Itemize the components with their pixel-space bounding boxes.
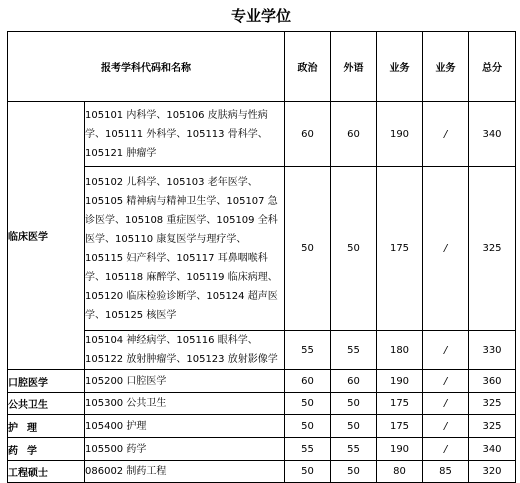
table-row (8, 370, 516, 393)
table-row (8, 393, 516, 415)
foreign-cell: 50 (331, 461, 377, 483)
foreign-cell: 55 (331, 438, 377, 461)
major2-cell: / (423, 438, 469, 461)
politics-cell: 50 (285, 415, 331, 438)
major2-cell: 85 (423, 461, 469, 483)
major1-cell: 190 (377, 438, 423, 461)
codes-cell: 105400 护理 (85, 415, 285, 438)
header-row (8, 32, 516, 102)
total-cell: 330 (469, 331, 516, 370)
codes-cell: 105102 儿科学、105103 老年医学、105105 精神病与精神卫生学、105107 急诊医学、105108 重症医学、105109 全科医学、105110 康复医学与理疗学、105115 妇产科学、105117 耳鼻咽喉科学、105118 麻醉学、105119 临床病理、105120 临床检验诊断学、105124 超声医学、105125 核医学 (85, 167, 285, 331)
table-row (8, 461, 516, 483)
subject-cell: 工程硕士 (8, 461, 85, 483)
politics-cell: 60 (285, 370, 331, 393)
total-cell: 360 (469, 370, 516, 393)
foreign-cell: 50 (331, 167, 377, 331)
foreign-cell: 55 (331, 331, 377, 370)
codes-cell: 105300 公共卫生 (85, 393, 285, 415)
total-cell: 325 (469, 167, 516, 331)
header-politics: 政治 (285, 32, 331, 102)
major1-cell: 175 (377, 415, 423, 438)
total-cell: 320 (469, 461, 516, 483)
codes-cell: 086002 制药工程 (85, 461, 285, 483)
header-major2: 业务 (423, 32, 469, 102)
subject-cell: 药学 (8, 438, 85, 461)
total-cell: 340 (469, 438, 516, 461)
codes-cell: 105104 神经病学、105116 眼科学、105122 放射肿瘤学、105123 放射影像学 (85, 331, 285, 370)
codes-cell: 105101 内科学、105106 皮肤病与性病学、105111 外科学、105113 骨科学、105121 肿瘤学 (85, 102, 285, 167)
header-major1: 业务 (377, 32, 423, 102)
table-row (8, 415, 516, 438)
major2-cell: / (423, 102, 469, 167)
foreign-cell: 60 (331, 370, 377, 393)
subject-cell: 临床医学 (8, 102, 85, 370)
foreign-cell: 60 (331, 102, 377, 167)
table-title: 专业学位 (230, 7, 291, 25)
major1-cell: 175 (377, 393, 423, 415)
major1-cell: 180 (377, 331, 423, 370)
major1-cell: 175 (377, 167, 423, 331)
politics-cell: 50 (285, 393, 331, 415)
header-total: 总分 (469, 32, 516, 102)
major2-cell: / (423, 167, 469, 331)
major2-cell: / (423, 370, 469, 393)
total-cell: 325 (469, 415, 516, 438)
table-row (8, 438, 516, 461)
subject-cell: 口腔医学 (8, 370, 85, 393)
total-cell: 340 (469, 102, 516, 167)
politics-cell: 60 (285, 102, 331, 167)
table-row (8, 167, 516, 331)
politics-cell: 55 (285, 331, 331, 370)
codes-cell: 105200 口腔医学 (85, 370, 285, 393)
codes-cell: 105500 药学 (85, 438, 285, 461)
major2-cell: / (423, 393, 469, 415)
score-table (7, 31, 516, 483)
table-row (8, 102, 516, 167)
major2-cell: / (423, 331, 469, 370)
politics-cell: 55 (285, 438, 331, 461)
total-cell: 325 (469, 393, 516, 415)
foreign-cell: 50 (331, 393, 377, 415)
table-row (8, 331, 516, 370)
major1-cell: 190 (377, 370, 423, 393)
foreign-cell: 50 (331, 415, 377, 438)
major1-cell: 190 (377, 102, 423, 167)
major1-cell: 80 (377, 461, 423, 483)
subject-cell: 护理 (8, 415, 85, 438)
header-codes: 报考学科代码和名称 (8, 32, 285, 102)
header-foreign: 外语 (331, 32, 377, 102)
subject-cell: 公共卫生 (8, 393, 85, 415)
major2-cell: / (423, 415, 469, 438)
politics-cell: 50 (285, 167, 331, 331)
politics-cell: 50 (285, 461, 331, 483)
